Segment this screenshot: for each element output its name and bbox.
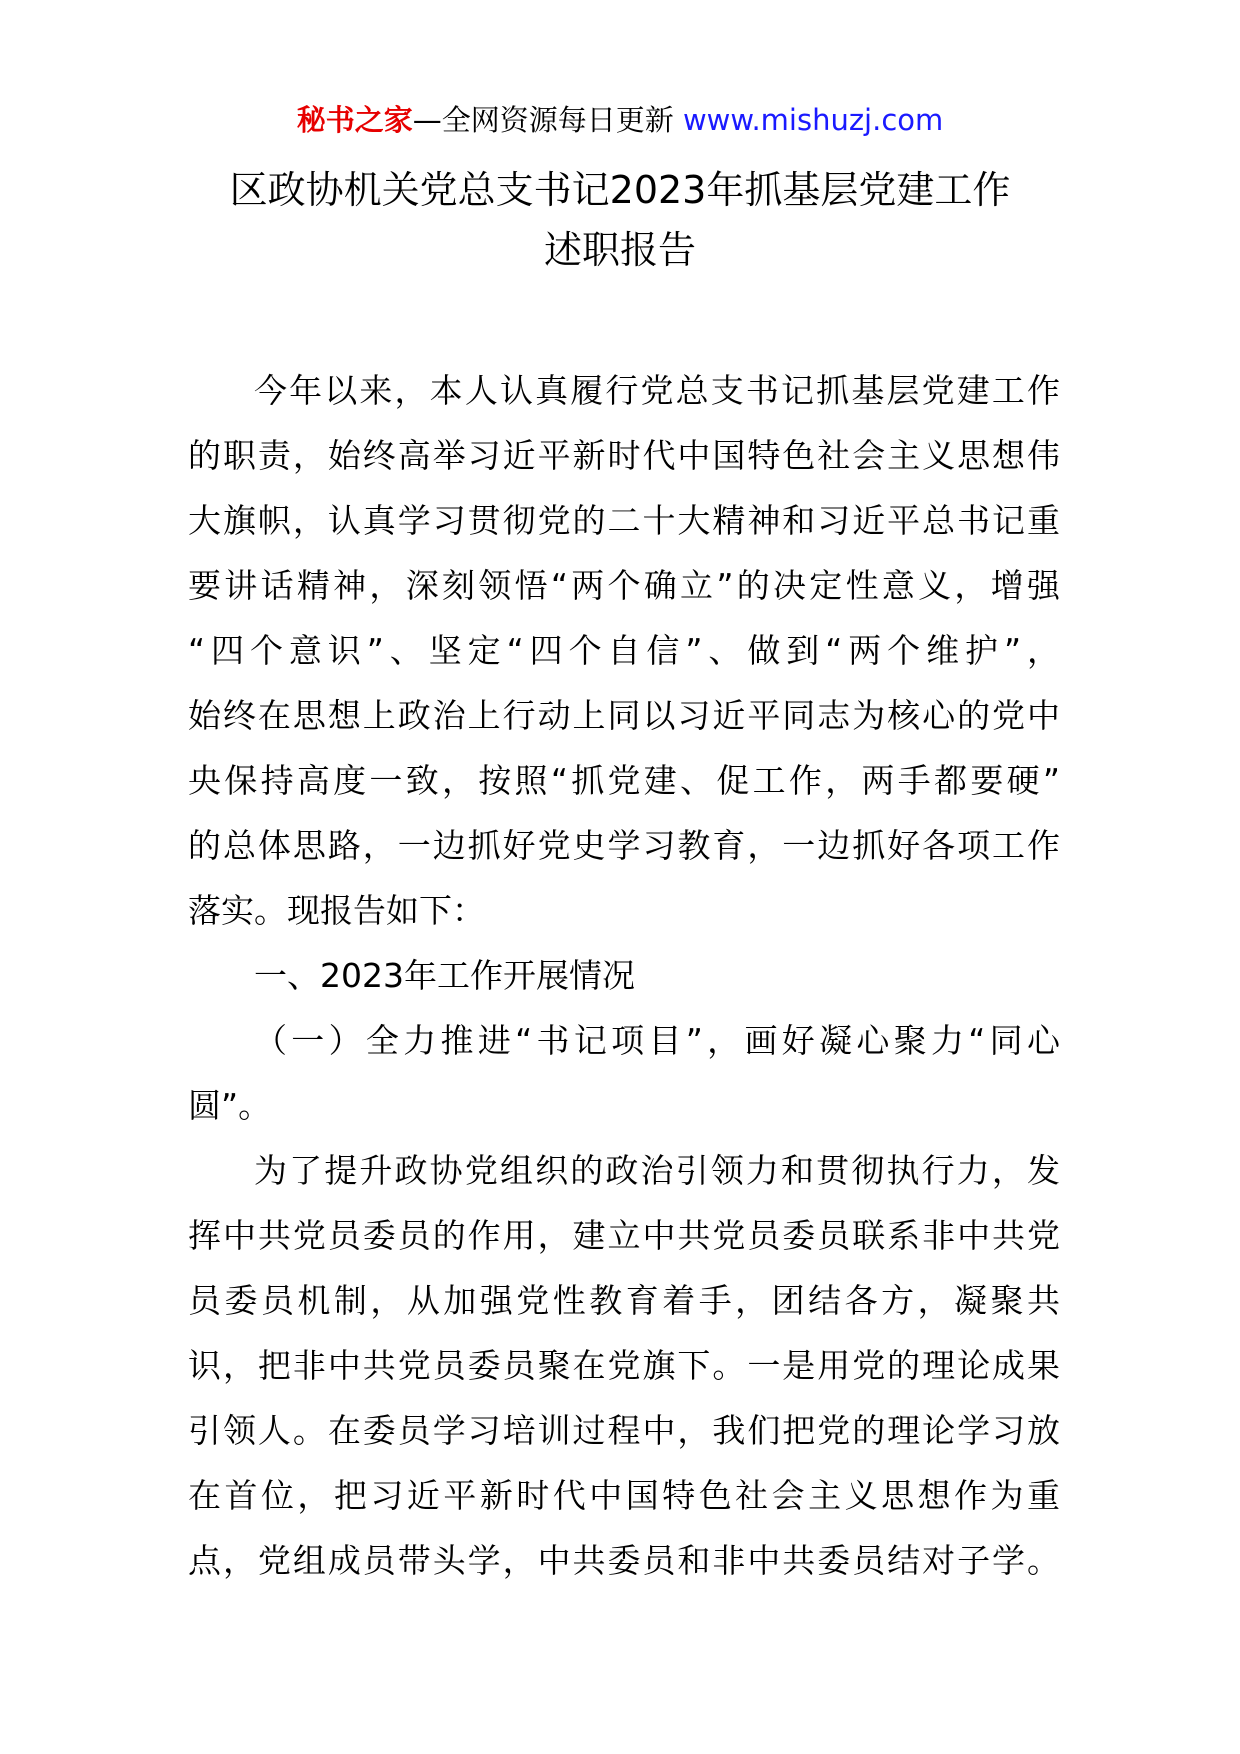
paragraph-line: 点，党组成员带头学，中共委员和非中共委员结对子学。: [188, 1541, 1060, 1580]
header-tagline: —全网资源每日更新: [412, 103, 674, 137]
paragraph-line: 今年以来，本人认真履行党总支书记抓基层党建工作: [254, 371, 1060, 410]
document-title: [150, 160, 1090, 280]
paragraph-line: 大旗帜，认真学习贯彻党的二十大精神和习近平总书记重: [188, 501, 1060, 540]
paragraph-line: 在首位，把习近平新时代中国特色社会主义思想作为重: [188, 1476, 1060, 1515]
paragraph-line: 的总体思路，一边抓好党史学习教育，一边抓好各项工作: [188, 826, 1060, 865]
paragraph-line: 始终在思想上政治上行动上同以习近平同志为核心的党中: [188, 696, 1060, 735]
section-heading: 一、2023年工作开展情况: [254, 956, 635, 995]
paragraph-line: 识，把非中共党员委员聚在党旗下。一是用党的理论成果: [188, 1346, 1060, 1385]
site-url-link[interactable]: www.mishuzj.com: [682, 103, 944, 137]
paragraph-line: “四个意识”、坚定“四个自信”、做到“两个维护”，: [188, 631, 1060, 670]
paragraph-line: 挥中共党员委员的作用，建立中共党员委员联系非中共党: [188, 1216, 1060, 1255]
title-line: 述职报告: [543, 228, 696, 272]
subsection-heading: （一）全力推进“书记项目”，画好凝心聚力“同心: [254, 1021, 1060, 1060]
brand-name: 秘书之家: [296, 103, 413, 137]
document-body: [188, 358, 1060, 1593]
paragraph-line: 员委员机制，从加强党性教育着手，团结各方，凝聚共: [188, 1281, 1060, 1320]
site-header: [0, 100, 1240, 140]
paragraph-line: 落实。现报告如下：: [188, 891, 485, 930]
paragraph-line: 为了提升政协党组织的政治引领力和贯彻执行力，发: [254, 1151, 1060, 1190]
subsection-heading: 圆”。: [188, 1086, 272, 1125]
title-line: 区政协机关党总支书记2023年抓基层党建工作: [229, 168, 1011, 212]
paragraph-line: 的职责，始终高举习近平新时代中国特色社会主义思想伟: [188, 436, 1060, 475]
paragraph-line: 央保持高度一致，按照“抓党建、促工作，两手都要硬”: [188, 761, 1060, 800]
paragraph-line: 要讲话精神，深刻领悟“两个确立”的决定性意义，增强: [188, 566, 1060, 605]
paragraph-line: 引领人。在委员学习培训过程中，我们把党的理论学习放: [188, 1411, 1060, 1450]
